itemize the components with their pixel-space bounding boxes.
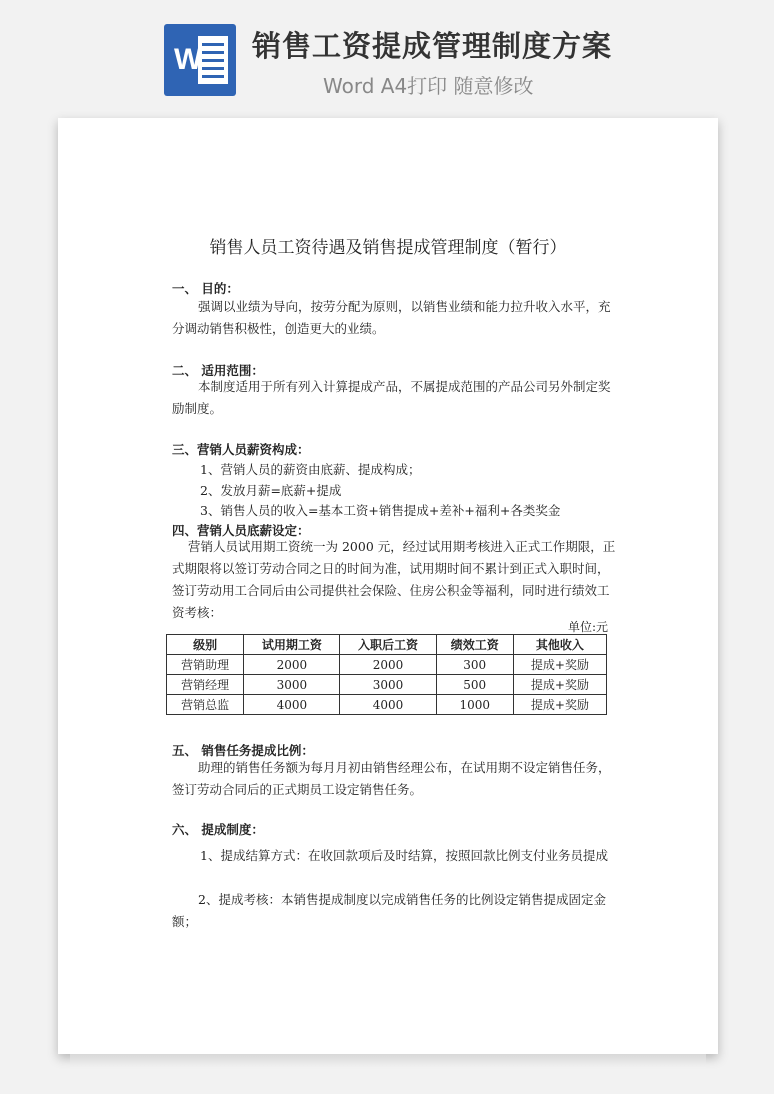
section1-body [172,296,612,340]
table-cell: 1000 [436,695,513,715]
table-cell: 3000 [244,675,340,695]
table-header-cell: 入职后工资 [340,635,436,655]
section6-heading: 六、 提成制度： [172,822,264,837]
table-cell: 4000 [244,695,340,715]
table-cell: 2000 [244,655,340,675]
section2-text: 本制度适用于所有列入计算提成产品，不属提成范围的产品公司另外制定奖励制度。 [172,379,611,416]
section3-item: 3、销售人员的收入=基本工资+销售提成+差补+福利+各类奖金 [200,503,561,518]
section2-heading: 二、 适用范围： [172,363,264,378]
table-cell: 营销总监 [167,695,244,715]
icon-line [202,75,224,78]
table-row [167,675,607,695]
section6-item: 1、提成结算方式：在收回款项后及时结算，按照回款比例支付业务员提成 [200,848,608,863]
table-header-cell: 试用期工资 [244,635,340,655]
section4-body [172,536,620,624]
icon-line [202,59,224,62]
table-cell: 2000 [340,655,436,675]
header-banner [0,0,774,118]
section6-item2 [172,889,612,933]
document-page [58,118,718,1054]
table-cell: 4000 [340,695,436,715]
section3-item: 2、发放月薪=底薪+提成 [200,483,342,498]
section6-item2-text: 2、提成考核：本销售提成制度以完成销售任务的比例设定销售提成固定金额； [172,892,606,929]
table-header-cell: 其他收入 [513,635,606,655]
document-title: 销售人员工资待遇及销售提成管理制度（暂行） [209,238,567,258]
banner-subtitle: Word A4打印 随意修改 [323,74,534,98]
section5-text: 助理的销售任务额为每月月初由销售经理公布，在试用期不设定销售任务，签订劳动合同后的正式期员工设定销售任务。 [172,760,611,797]
unit-label: 单位:元 [567,620,608,634]
table-header-cell: 绩效工资 [436,635,513,655]
icon-line [202,67,224,70]
section4-text: 营销人员试用期工资统一为 2000 元，经过试用期考核进入正式工作期限，正式期限将以签订劳动合同之日的时间为准，试用期时间不累计到正式入职时间，签订劳动用工合同后由公司提供社会保险、住房公积金等福利，同时进行绩效工资考核： [172,539,616,620]
table-header-cell: 级别 [167,635,244,655]
section4-heading: 四、营销人员底薪设定： [172,523,310,538]
table-cell: 提成+奖励 [513,655,606,675]
section5-body [172,757,612,801]
table-cell: 提成+奖励 [513,675,606,695]
section1-text: 强调以业绩为导向，按劳分配为原则，以销售业绩和能力拉升收入水平，充分调动销售积极性，创造更大的业绩。 [172,299,611,336]
table-cell: 提成+奖励 [513,695,606,715]
salary-table [166,634,607,715]
section3-item: 1、营销人员的薪资由底薪、提成构成； [200,462,421,477]
word-doc-icon [164,24,236,96]
page-shadow [70,1054,706,1068]
table-cell: 营销经理 [167,675,244,695]
table-cell: 3000 [340,675,436,695]
table-header-row [167,635,607,655]
table-row [167,695,607,715]
table-cell: 300 [436,655,513,675]
section5-heading: 五、 销售任务提成比例： [172,743,314,758]
section3-heading: 三、营销人员薪资构成： [172,442,310,457]
icon-line [202,43,224,46]
section1-heading: 一、 目的： [172,281,239,296]
icon-letter: W [174,43,203,76]
table-row [167,655,607,675]
section2-body [172,376,612,420]
icon-line [202,51,224,54]
table-cell: 营销助理 [167,655,244,675]
banner-title: 销售工资提成管理制度方案 [252,29,613,63]
table-cell: 500 [436,675,513,695]
